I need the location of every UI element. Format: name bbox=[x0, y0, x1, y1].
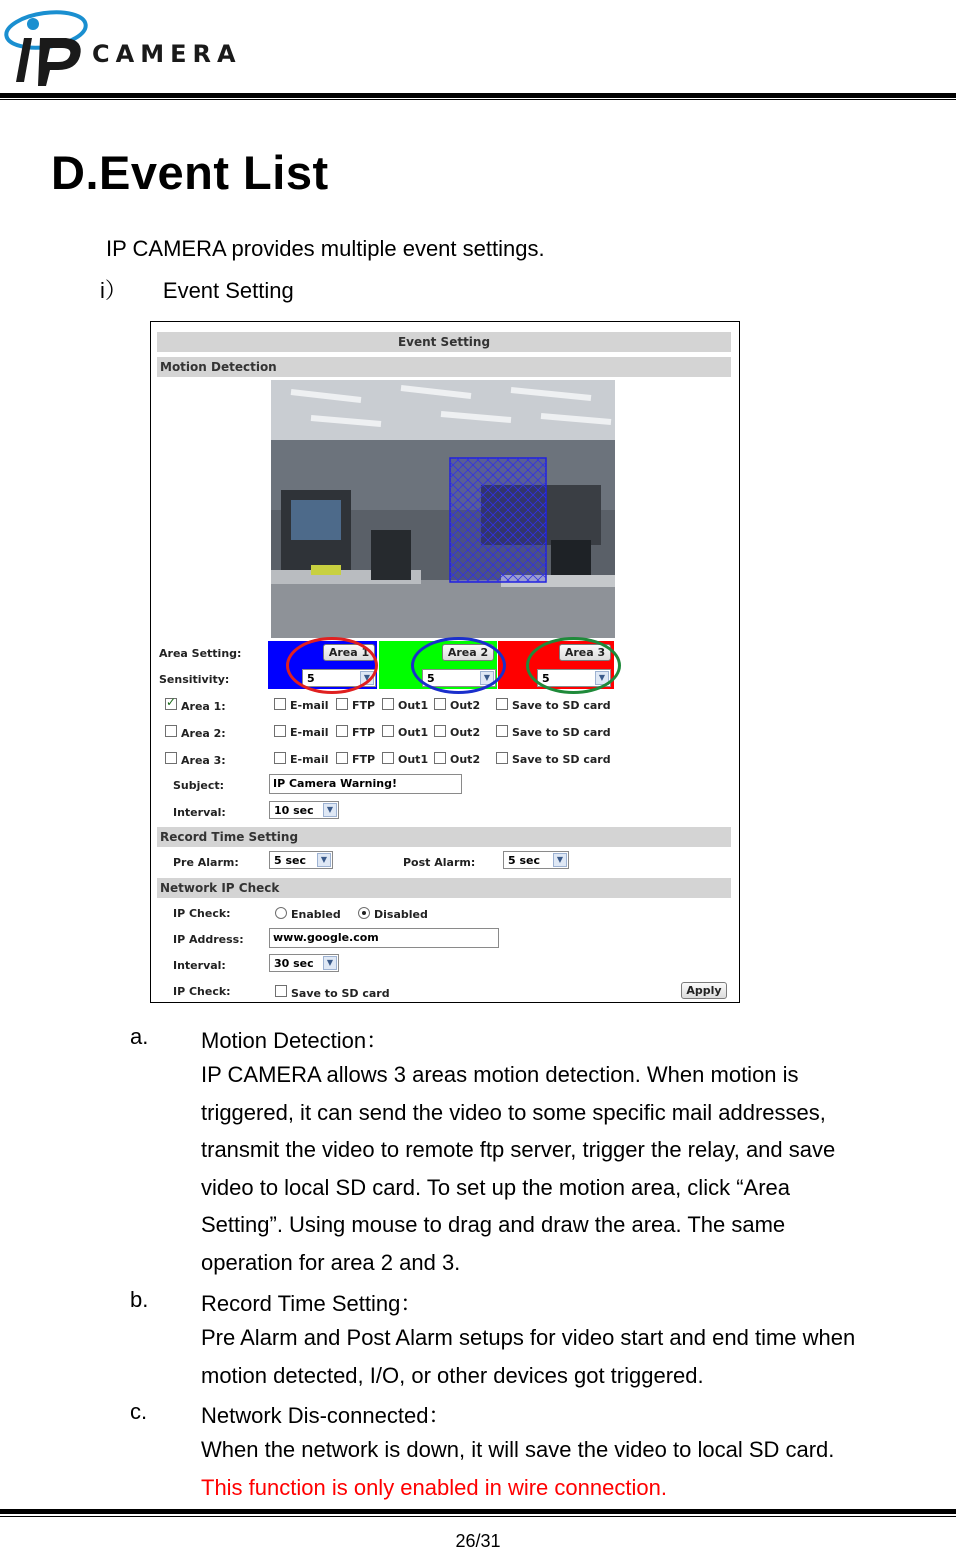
pre-alarm-value: 5 sec bbox=[274, 854, 307, 867]
subject-label: Subject: bbox=[173, 779, 225, 792]
header-rule bbox=[0, 91, 956, 100]
area-2-email-checkbox[interactable] bbox=[274, 725, 286, 737]
area-2-label: Area 2: bbox=[181, 727, 226, 740]
area-1-ftp-label: FTP bbox=[352, 699, 376, 712]
ip-interval-label: Interval: bbox=[173, 959, 226, 972]
area-1-checkbox[interactable] bbox=[165, 698, 177, 710]
event-setting-title-bar: Event Setting bbox=[157, 332, 731, 352]
save-to-sd-checkbox[interactable] bbox=[275, 985, 287, 997]
area-2-out1-checkbox[interactable] bbox=[382, 725, 394, 737]
motion-detection-section-bar: Motion Detection bbox=[157, 357, 731, 377]
ip-check-enabled-radio[interactable] bbox=[275, 907, 287, 919]
area-3-checkbox[interactable] bbox=[165, 752, 177, 764]
subsection-label: Event Setting bbox=[162, 278, 294, 303]
ip-check-disabled-label: Disabled bbox=[374, 908, 428, 921]
chevron-down-icon: ▼ bbox=[480, 671, 494, 685]
area-2-annotation-ring bbox=[411, 637, 506, 694]
item-c-body bbox=[201, 1431, 834, 1506]
item-c-note: This function is only enabled in wire connection. bbox=[201, 1474, 667, 1500]
ip-interval-value: 30 sec bbox=[274, 957, 314, 970]
post-alarm-value: 5 sec bbox=[508, 854, 541, 867]
footer-rule bbox=[0, 1509, 956, 1518]
item-a-line: video to local SD card. To set up the motion area, click “Area bbox=[201, 1174, 790, 1200]
area-1-label: Area 1: bbox=[181, 700, 226, 713]
ip-address-input[interactable]: www.google.com bbox=[269, 928, 499, 948]
area-2-ftp-checkbox[interactable] bbox=[336, 725, 348, 737]
camera-preview-image[interactable] bbox=[271, 380, 615, 638]
area-1-out1-checkbox[interactable] bbox=[382, 698, 394, 710]
area-2-out2-checkbox[interactable] bbox=[434, 725, 446, 737]
chevron-down-icon: ▼ bbox=[553, 853, 567, 867]
motion-interval-select[interactable] bbox=[269, 801, 339, 819]
item-c-line: When the network is down, it will save the video to local SD card. bbox=[201, 1437, 835, 1462]
item-a-line: IP CAMERA allows 3 areas motion detection. When motion is bbox=[201, 1062, 799, 1087]
page-number: 26/31 bbox=[455, 1531, 501, 1551]
network-ip-check-section-bar: Network IP Check bbox=[157, 878, 731, 898]
area-2-email-label: E-mail bbox=[290, 726, 329, 739]
item-a-heading: Motion Detection： bbox=[201, 1028, 389, 1053]
motion-area-1-overlay bbox=[450, 458, 546, 582]
area-1-sensitivity-value: 5 bbox=[307, 672, 315, 685]
area-2-ftp-label: FTP bbox=[352, 726, 376, 739]
area-1-save-sd-label: Save to SD card bbox=[512, 699, 611, 712]
area-3-out2-checkbox[interactable] bbox=[434, 752, 446, 764]
item-c-heading: Network Dis-connected： bbox=[201, 1403, 451, 1428]
save-to-sd-label: Save to SD card bbox=[291, 987, 390, 1000]
item-c-marker: c. bbox=[130, 1399, 148, 1424]
area-3-ftp-label: FTP bbox=[352, 753, 376, 766]
area-3-save-sd-checkbox[interactable] bbox=[496, 752, 508, 764]
item-a-line: Setting”. Using mouse to drag and draw the area. The same bbox=[201, 1212, 786, 1237]
subsection-marker: i） bbox=[100, 278, 127, 303]
pre-alarm-label: Pre Alarm: bbox=[173, 856, 239, 869]
area-1-annotation-ring bbox=[286, 637, 378, 694]
item-a-line: operation for area 2 and 3. bbox=[201, 1249, 461, 1275]
area-2-save-sd-label: Save to SD card bbox=[512, 726, 611, 739]
ip-interval-select[interactable] bbox=[269, 954, 339, 972]
item-a-marker: a. bbox=[130, 1024, 149, 1049]
area-3-button[interactable]: Area 3 bbox=[559, 644, 611, 661]
item-b-heading: Record Time Setting： bbox=[201, 1291, 423, 1316]
item-a-line: transmit the video to remote ftp server, trigger the relay, and save bbox=[201, 1137, 836, 1162]
chevron-down-icon: ▼ bbox=[595, 671, 609, 685]
subject-input[interactable]: IP Camera Warning! bbox=[269, 774, 462, 794]
ip-check-enabled-label: Enabled bbox=[291, 908, 341, 921]
area-2-button[interactable]: Area 2 bbox=[442, 644, 494, 661]
motion-interval-value: 10 sec bbox=[274, 804, 314, 817]
area-1-email-checkbox[interactable] bbox=[274, 698, 286, 710]
area-setting-label: Area Setting: bbox=[159, 647, 242, 660]
ip-camera-logo bbox=[4, 0, 284, 92]
ip-check-disabled-radio[interactable] bbox=[358, 907, 370, 919]
interval-label: Interval: bbox=[173, 806, 226, 819]
apply-button[interactable]: Apply bbox=[681, 982, 727, 999]
item-b-body bbox=[201, 1319, 855, 1394]
ip-check-sd-label: IP Check: bbox=[173, 985, 231, 998]
area-3-annotation-ring bbox=[526, 637, 621, 694]
item-b-marker: b. bbox=[130, 1287, 149, 1312]
area-1-email-label: E-mail bbox=[290, 699, 329, 712]
subsection-heading bbox=[100, 274, 294, 305]
area-2-sensitivity-value: 5 bbox=[427, 672, 435, 685]
post-alarm-select[interactable] bbox=[503, 851, 569, 869]
area-3-save-sd-label: Save to SD card bbox=[512, 753, 611, 766]
area-3-email-checkbox[interactable] bbox=[274, 752, 286, 764]
svg-text:CAMERA: CAMERA bbox=[92, 40, 242, 68]
area-1-out2-label: Out2 bbox=[450, 699, 481, 712]
area-1-out2-checkbox[interactable] bbox=[434, 698, 446, 710]
ip-address-label: IP Address: bbox=[173, 933, 244, 946]
chevron-down-icon: ▼ bbox=[360, 671, 374, 685]
item-a-line: triggered, it can send the video to some specific mail addresses, bbox=[201, 1099, 826, 1125]
chevron-down-icon: ▼ bbox=[323, 803, 337, 817]
area-1-out1-label: Out1 bbox=[398, 699, 429, 712]
area-3-ftp-checkbox[interactable] bbox=[336, 752, 348, 764]
event-setting-screenshot bbox=[150, 321, 740, 1003]
area-1-button[interactable]: Area 1 bbox=[323, 644, 375, 661]
chevron-down-icon: ▼ bbox=[317, 853, 331, 867]
ip-check-label: IP Check: bbox=[173, 907, 231, 920]
area-3-out1-label: Out1 bbox=[398, 753, 429, 766]
area-2-checkbox[interactable] bbox=[165, 725, 177, 737]
item-b-line: motion detected, I/O, or other devices got triggered. bbox=[201, 1362, 704, 1388]
area-2-out1-label: Out1 bbox=[398, 726, 429, 739]
page-title: D.Event List bbox=[51, 146, 329, 199]
area-2-save-sd-checkbox[interactable] bbox=[496, 725, 508, 737]
sensitivity-label: Sensitivity: bbox=[159, 673, 230, 686]
area-3-out2-label: Out2 bbox=[450, 753, 481, 766]
record-time-section-bar: Record Time Setting bbox=[157, 827, 731, 847]
area-3-email-label: E-mail bbox=[290, 753, 329, 766]
area-2-out2-label: Out2 bbox=[450, 726, 481, 739]
chevron-down-icon: ▼ bbox=[323, 956, 337, 970]
item-a-body bbox=[201, 1056, 835, 1281]
area-3-out1-checkbox[interactable] bbox=[382, 752, 394, 764]
intro-text: IP CAMERA provides multiple event settings. bbox=[106, 236, 545, 261]
area-1-ftp-checkbox[interactable] bbox=[336, 698, 348, 710]
area-3-label: Area 3: bbox=[181, 754, 226, 767]
area-1-save-sd-checkbox[interactable] bbox=[496, 698, 508, 710]
pre-alarm-select[interactable] bbox=[269, 851, 333, 869]
post-alarm-label: Post Alarm: bbox=[403, 856, 476, 869]
area-3-sensitivity-value: 5 bbox=[542, 672, 550, 685]
item-b-line: Pre Alarm and Post Alarm setups for video start and end time when bbox=[201, 1325, 856, 1350]
